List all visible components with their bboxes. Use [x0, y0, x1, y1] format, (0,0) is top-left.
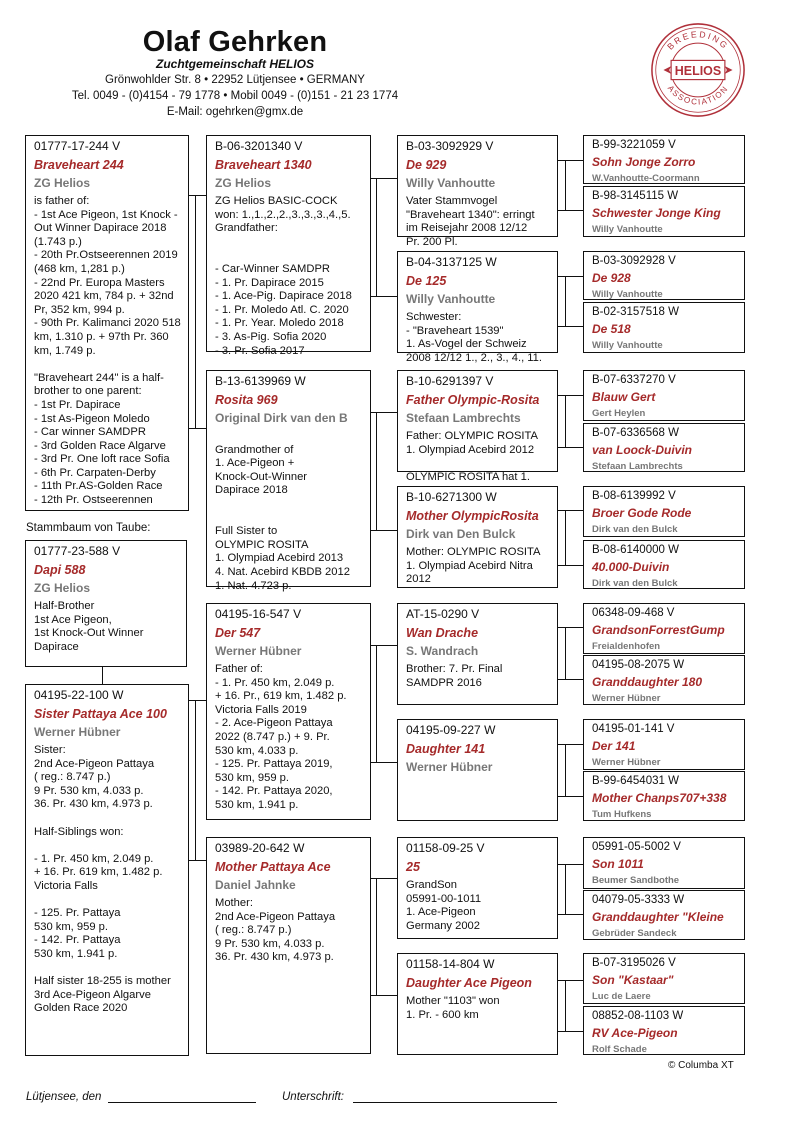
breeder: Dirk van den Bulck: [592, 524, 678, 535]
pigeon-name: Father Olympic-Rosita: [406, 393, 540, 407]
pigeon-name: RV Ace-Pigeon: [592, 1026, 678, 1040]
sibling-card: [25, 540, 187, 667]
sire-card: [206, 135, 371, 357]
copyright-note: © Columba XT: [668, 1060, 734, 1071]
ring-number: 01158-14-804 W: [406, 957, 495, 971]
performance-info: Half-Brother 1st Ace Pigeon, 1st Knock-Out Winner Dapirace: [34, 600, 144, 653]
signature-line: [353, 1102, 557, 1103]
logo-center-text: HELIOS: [674, 63, 722, 78]
great-grandparent-card: [583, 771, 745, 821]
grandparent-card: [397, 135, 558, 248]
ring-number: B-07-6336568 W: [592, 427, 679, 439]
breeder: Daniel Jahnke: [215, 878, 296, 892]
breeder: Willy Vanhoutte: [406, 176, 496, 190]
performance-info: Grandmother of 1. Ace-Pigeon + Knock-Out-Winner Dapirace 2018 Full Sister to OLYMPIC ROSITA 1. Olympiad Acebird 2013 4. Nat. Acebird KBDB 2012 1. Nat. 4.723 p.: [215, 443, 350, 592]
pigeon-name: Schwester Jonge King: [592, 206, 721, 220]
great-grandparent-card: [583, 135, 745, 184]
pigeon-name: De 928: [592, 271, 631, 285]
email-line: E-Mail: ogehrken@gmx.de: [166, 106, 304, 118]
ring-number: B-03-3092928 V: [592, 255, 676, 267]
breeder: Stefaan Lambrechts: [406, 411, 521, 425]
pigeon-name: Sohn Jonge Zorro: [592, 155, 696, 169]
pigeon-name: Son "Kastaar": [592, 973, 674, 987]
pigeon-name: Daughter 141: [406, 742, 486, 756]
performance-info: ZG Helios BASIC-COCK won: 1.,1.,2.,2.,3.,3.,3.,4.,5. Grandfather: - Car-Winner SAMDPR - 1. Pr. Dapirace 2015 - 1. Ace-Pig. Dapirace 2018 - 1. Pr. Moledo Atl. C. 2020 - 1. Pr. Year. Moledo 2018 - 3. As-Pig. Sofia 2020 - 3. Pr. Sofia 2017: [215, 195, 352, 357]
svg-text:BREEDING: [665, 29, 731, 51]
ring-number: 04195-22-100 W: [34, 688, 124, 702]
ring-number: 04079-05-3333 W: [592, 894, 685, 906]
breeder: Werner Hübner: [592, 757, 661, 768]
breeder: Werner Hübner: [592, 693, 661, 704]
logo-bottom-text: ASSOCIATION: [665, 83, 731, 107]
signature-field: [282, 1091, 557, 1103]
sibling-card: [25, 684, 189, 1056]
pigeon-name: Der 141: [592, 739, 636, 753]
breeder: Willy Vanhoutte: [592, 289, 663, 300]
place-date-line: [108, 1102, 256, 1103]
ring-number: B-08-6140000 W: [592, 544, 679, 556]
pigeon-name: van Loock-Duivin: [592, 443, 693, 457]
pigeon-name: Granddaughter "Kleine: [592, 910, 724, 924]
pigeon-name: Dapi 588: [34, 563, 86, 577]
ring-number: 04195-01-141 V: [592, 723, 675, 735]
ring-number: B-99-6454031 W: [592, 775, 679, 787]
breeder: Willy Vanhoutte: [592, 224, 663, 235]
ring-number: 04195-08-2075 W: [592, 659, 685, 671]
breeder-name-title: Olaf Gehrken: [142, 26, 328, 58]
dam-card: [206, 370, 371, 592]
great-grandparent-card: [583, 370, 745, 421]
great-grandparent-card: [583, 302, 745, 353]
ring-number: 01777-23-588 V: [34, 544, 121, 558]
great-grandparent-card: [583, 423, 745, 472]
pigeon-name: Blauw Gert: [592, 390, 656, 404]
subject-pigeon-card: [25, 135, 189, 511]
dam-card: [206, 837, 371, 1054]
grandparent-card: [397, 837, 558, 939]
performance-info: is father of: - 1st Ace Pigeon, 1st Knock -Out Winner Dapirace 2018 (1.743 p.) - 20th Pr.Ostseerennen 2019 (468 km, 1,281 p.) - 22nd Pr. Europa Masters 2020 421 km, 784 p. + 32nd Pr, 352 km, 994 p. - 90th Pr. Kalimanci 2020 518 km, 1.310 p. + 97th Pr. 360 km, 1.749 p. "Braveheart 244" is a half-brother to one parent: - 1st Pr. Dapirace - 1st As-Pigeon Moledo - Car winner SAMDPR - 3rd Golden Race Algarve - 3rd Pr. One loft race Sofia - 6th Pr. Carpaten-Derby - 11th Pr.AS-Golden Race - 12th Pr. Ostseerennen: [34, 195, 181, 507]
breeder: Stefaan Lambrechts: [592, 461, 683, 472]
pigeon-name: De 929: [406, 158, 447, 172]
grandparent-card: [397, 486, 558, 588]
great-grandparent-card: [583, 540, 745, 589]
svg-text:ASSOCIATION: [666, 84, 730, 107]
breeder: Dirk van den Bulck: [592, 578, 678, 589]
pigeon-name: Granddaughter 180: [592, 675, 703, 689]
ring-number: B-10-6291397 V: [406, 374, 494, 388]
great-grandparent-card: [583, 890, 745, 940]
loft-subtitle: Zuchtgemeinschaft HELIOS: [155, 57, 315, 71]
breeder: Werner Hübner: [215, 644, 302, 658]
breeder: S. Wandrach: [406, 644, 479, 658]
great-grandparent-card: [583, 603, 745, 654]
grandparent-card: [397, 370, 558, 483]
pedigree-label: Stammbaum von Taube:: [26, 522, 151, 534]
pigeon-name: GrandsonForrestGump: [592, 623, 725, 637]
grandparent-card: [397, 953, 558, 1055]
breeder: Willy Vanhoutte: [406, 292, 496, 306]
ring-number: 08852-08-1103 W: [592, 1010, 684, 1022]
breeder: Werner Hübner: [406, 760, 493, 774]
ring-number: B-99-3221059 V: [592, 139, 676, 151]
performance-info: Schwester: - "Braveheart 1539" 1. As-Vogel der Schweiz 2008 12/12 1., 2., 3., 4., 11.: [406, 311, 543, 364]
pigeon-name: De 518: [592, 322, 631, 336]
great-grandparent-card: [583, 251, 745, 300]
performance-info: Brother: 7. Pr. Final SAMDPR 2016: [406, 663, 503, 689]
great-grandparent-card: [583, 1006, 745, 1055]
ring-number: 01777-17-244 V: [34, 139, 121, 153]
breeder: Gebrüder Sandeck: [592, 928, 677, 939]
great-grandparent-card: [583, 837, 745, 889]
ring-number: 06348-09-468 V: [592, 607, 675, 619]
ring-number: B-98-3145115 W: [592, 190, 679, 202]
breeder: ZG Helios: [34, 176, 91, 190]
breeder: Werner Hübner: [34, 725, 121, 739]
pigeon-name: Mother OlympicRosita: [406, 509, 539, 523]
ring-number: 01158-09-25 V: [406, 841, 485, 855]
pigeon-name: 40.000-Duivin: [592, 560, 670, 574]
ring-number: B-06-3201340 V: [215, 139, 303, 153]
breeder: Dirk van Den Bulck: [406, 527, 516, 541]
breeder: Original Dirk van den B: [215, 411, 348, 425]
address-line: Grönwohlder Str. 8 • 22952 Lütjensee • GERMANY: [105, 74, 365, 86]
ring-number: 04195-16-547 V: [215, 607, 302, 621]
ring-number: 05991-05-5002 V: [592, 841, 681, 853]
ring-number: B-10-6271300 W: [406, 490, 497, 504]
performance-info: GrandSon 05991-00-1011 1. Ace-Pigeon Germany 2002: [406, 879, 482, 932]
breeder: Gert Heylen: [592, 408, 646, 419]
breeder: Rolf Schade: [592, 1044, 647, 1055]
grandparent-card: [397, 719, 558, 821]
pigeon-name: Mother Chanps707+338: [592, 791, 727, 805]
pigeon-name: Son 1011: [592, 857, 644, 871]
performance-info: Sister: 2nd Ace-Pigeon Pattaya ( reg.: 8.747 p.) 9 Pr. 530 km, 4.033 p. 36. Pr. 430 km, 4.973 p. Half-Siblings won: - 1. Pr. 450 km, 2.049 p. + 16. Pr. 619 km, 1.482 p. Victoria Falls - 125. Pr. Pattaya 530 km, 959 p. - 142. Pr. Pattaya 530 km, 1.941 p. Half sister 18-255 is mother 3rd Ace-Pigeon Algarve Golden Race 2020: [34, 744, 171, 1015]
breeder: Beumer Sandbothe: [592, 875, 680, 886]
breeder: ZG Helios: [34, 581, 91, 595]
pigeon-name: Braveheart 1340: [215, 158, 312, 172]
ring-number: B-08-6139992 V: [592, 490, 676, 502]
logo-top-text: BREEDING: [665, 29, 731, 52]
great-grandparent-card: [583, 186, 745, 237]
performance-info: Mother: OLYMPIC ROSITA 1. Olympiad Acebird Nitra 2012: [406, 546, 541, 586]
performance-info: Father: OLYMPIC ROSITA 1. Olympiad Acebird 2012 OLYMPIC ROSITA hat 1.: [406, 430, 538, 483]
breeder: W.Vanhoutte-Coormann: [592, 173, 700, 184]
pigeon-name: Daughter Ace Pigeon: [406, 976, 532, 990]
pigeon-name: Broer Gode Rode: [592, 506, 692, 520]
pigeon-name: Braveheart 244: [34, 158, 124, 172]
pigeon-name: 25: [406, 860, 420, 874]
breeder: Tum Hufkens: [592, 809, 652, 820]
breeder: Willy Vanhoutte: [592, 340, 663, 351]
helios-breeding-association-logo: [650, 22, 746, 118]
ring-number: B-13-6139969 W: [215, 374, 306, 388]
phone-line: Tel. 0049 - (0)4154 - 79 1778 • Mobil 0049 - (0)151 - 21 23 1774: [71, 90, 399, 102]
signature-label: Unterschrift:: [282, 1091, 344, 1103]
ring-number: 04195-09-227 W: [406, 723, 496, 737]
performance-info: Vater Stammvogel "Braveheart 1340": erringt im Reisejahr 2008 12/12 Pr. 200 Pl.: [406, 195, 535, 248]
pigeon-name: Der 547: [215, 626, 261, 640]
breeder: ZG Helios: [215, 176, 272, 190]
place-date-field: [26, 1091, 256, 1103]
ring-number: B-03-3092929 V: [406, 139, 494, 153]
breeder: Luc de Laere: [592, 991, 651, 1002]
breeder: Freialdenhofen: [592, 641, 661, 652]
sire-card: [206, 603, 371, 820]
performance-info: Mother: 2nd Ace-Pigeon Pattaya ( reg.: 8.747 p.) 9 Pr. 530 km, 4.033 p. 36. Pr. 430 km, 4.973 p.: [215, 897, 336, 964]
great-grandparent-card: [583, 953, 745, 1004]
ring-number: 03989-20-642 W: [215, 841, 305, 855]
great-grandparent-card: [583, 486, 745, 537]
pigeon-name: Mother Pattaya Ace: [215, 860, 331, 874]
ring-number: B-07-3195026 V: [592, 957, 676, 969]
grandparent-card: [397, 603, 558, 705]
ring-number: B-07-6337270 V: [592, 374, 676, 386]
ring-number: AT-15-0290 V: [406, 607, 480, 621]
grandparent-card: [397, 251, 558, 364]
pigeon-name: Rosita 969: [215, 393, 278, 407]
pigeon-name: Sister Pattaya Ace 100: [34, 707, 167, 721]
pigeon-name: De 125: [406, 274, 447, 288]
place-date-label: Lütjensee, den: [26, 1091, 102, 1103]
performance-info: Mother "1103" won 1. Pr. - 600 km: [406, 995, 500, 1021]
ring-number: B-02-3157518 W: [592, 306, 679, 318]
ring-number: B-04-3137125 W: [406, 255, 497, 269]
great-grandparent-card: [583, 719, 745, 770]
pigeon-name: Wan Drache: [406, 626, 479, 640]
performance-info: Father of: - 1. Pr. 450 km, 2.049 p. + 16. Pr., 619 km, 1.482 p. Victoria Falls 2019 - 2. Ace-Pigeon Pattaya 2022 (8.747 p.) + 9. Pr. 530 km, 4.033 p. - 125. Pr. Pattaya 2019, 530 km, 959 p. - 142. Pr. Pattaya 2020, 530 km, 1.941 p.: [215, 663, 347, 811]
great-grandparent-card: [583, 655, 745, 705]
